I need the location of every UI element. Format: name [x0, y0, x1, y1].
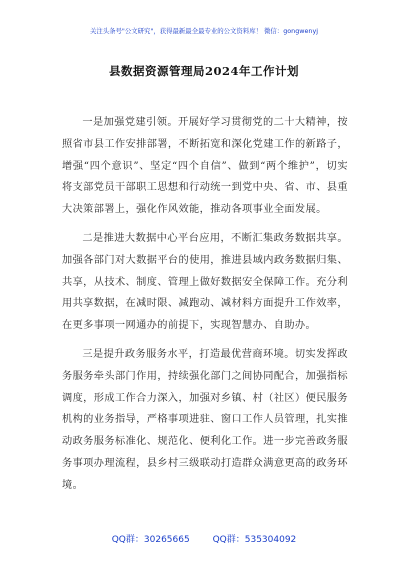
qq-group-2: QQ群：535304092: [212, 535, 297, 545]
paragraph-party-building: 一是加强党建引领。开展好学习贯彻党的二十大精神，按照省市县工作安排部署，不断拓宽和深化党建工作的新路子，增强“四个意识”、坚定“四个自信”、做到“两个维护”，切实将支部党员干部职工思想和行动统一到党中央、省、市、县重大决策部署上，强化作风效能，推动各项事业全面发展。: [62, 117, 348, 216]
document-title: 县数据资源管理局2024年工作计划: [108, 64, 299, 78]
paragraph-government-service: 三是提升政务服务水平，打造最优营商环境。切实发挥政务服务牵头部门作用，持续强化部门之间协同配合，加强指标调度，形成工作合力深入，加强对乡镇、村（社区）便民服务机构的业务指导，严格事项进驻、窗口工作人员管理，扎实推动政务服务标准化、规范化、便利化工作。进一步完善政务服务事项办理流程，县乡村三级联动打造群众满意更高的政务环境。: [62, 348, 348, 491]
paragraph-big-data-platform: 二是推进大数据中心平台应用，不断汇集政务数据共享。加强各部门对大数据平台的使用，推进县域内政务数据归集、共享，从技术、制度、管理上做好数据安全保障工作。充分利用共享数据，在减时限、减跑动、减材料方面提升工作效率，在更多事项一网通办的前提下，实现智慧办、自助办。: [62, 232, 348, 332]
document-body: [62, 112, 348, 504]
footer-contact: [0, 532, 408, 545]
qq-group-1: QQ群：30265665: [111, 535, 190, 545]
header-banner: 关注头条号"公文研究"，获得最新最全最专业的公文资料库！ 微信：gongwenyj: [89, 27, 319, 35]
